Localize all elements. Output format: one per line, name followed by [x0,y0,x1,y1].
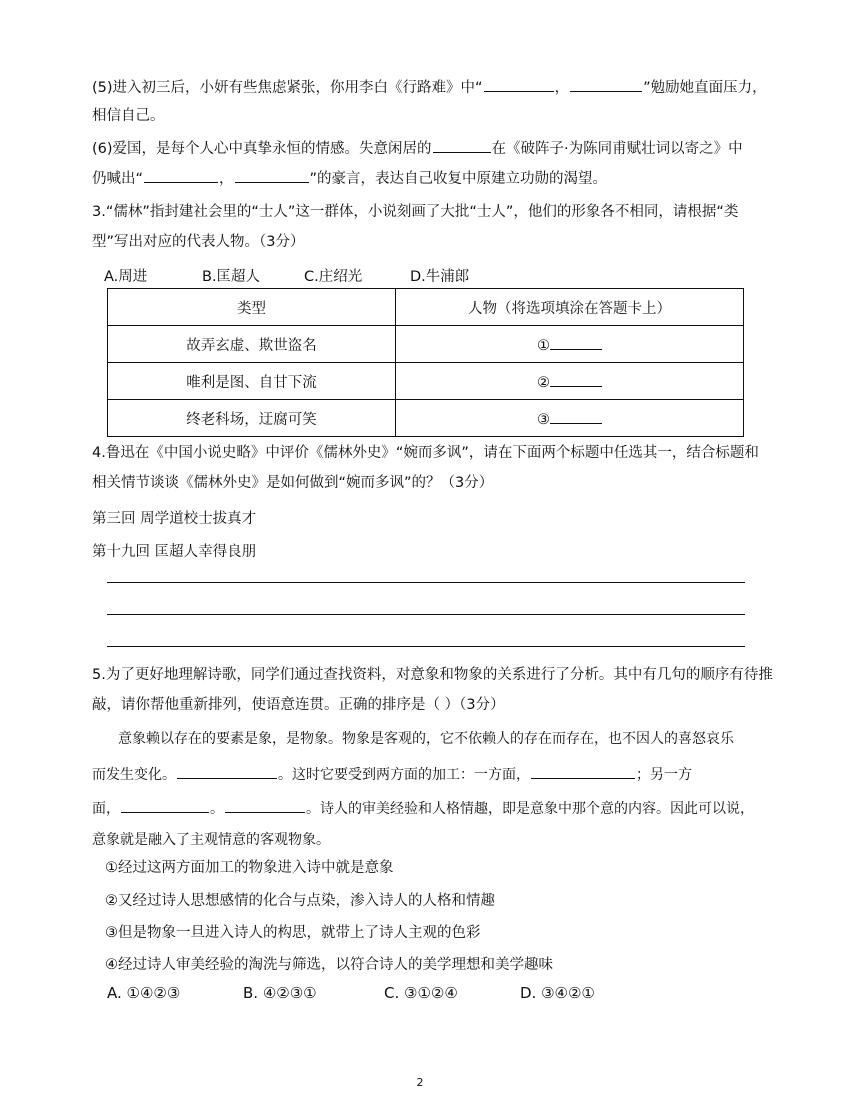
q5-blank-2[interactable] [570,76,642,92]
row-type: 故弄玄虚、欺世盗名 [108,326,396,363]
row-answer[interactable]: ③ [396,400,744,437]
sentence-item: ④经过诗人审美经验的淘洗与筛选，以符合诗人的美学理想和美学趣味 [105,957,553,973]
row-answer[interactable]: ② [396,363,744,400]
q4-line-1: 4.鲁迅在《中国小说史略》中评价《儒林外史》“婉而多讽”，请在下面两个标题中任选其一，结合标题和 [92,445,759,461]
q6-line-2: 仍喊出“ ， ”的豪言，表达自己收复中原建立功勋的渴望。 [92,167,752,190]
q5-blank-1[interactable] [484,76,554,92]
table-header-row [108,289,744,326]
answer-line[interactable] [107,646,745,647]
q5b-line-2: 敲，请你帮他重新排列，使语意连贯。正确的排序是（ ）（3分） [92,697,505,713]
q5-text-b: ”勉励她直面压力， [643,80,767,96]
choice-c[interactable]: C. ③①②④ [384,984,458,1002]
header-type: 类型 [108,289,396,326]
passage-line-4: 意象就是融入了主观情意的客观物象。 [92,832,330,848]
answer-line[interactable] [107,582,745,583]
q3-option-c: C.庄绍光 [304,269,363,285]
passage-blank-3[interactable] [121,797,209,813]
q6-line-1: (6)爱国，是每个人心中真挚永恒的情感。失意闲居的 在《破阵子·为陈同甫赋壮词以寄之》中 [92,137,752,160]
q4-title-1: 第三回 周学道校士拔真才 [92,511,257,527]
table-row [108,363,744,400]
q5b-line-1: 5.为了更好地理解诗歌，同学们通过查找资料，对意象和物象的关系进行了分析。其中有几句的顺序有待推 [92,667,773,683]
choice-a[interactable]: A. ①④②③ [107,984,181,1002]
header-person: 人物（将选项填涂在答题卡上） [396,289,744,326]
sentence-item: ①经过这两方面加工的物象进入诗中就是意象 [105,860,394,876]
answer-line[interactable] [107,614,745,615]
passage-blank-1[interactable] [177,763,277,779]
q5-line-2: 相信自己。 [92,108,165,124]
sentence-item: ②又经过诗人思想感情的化合与点染，渗入诗人的人格和情趣 [105,893,495,909]
choice-b[interactable]: B. ④②③① [243,984,317,1002]
table-row [108,400,744,437]
row-type: 唯利是图、自甘下流 [108,363,396,400]
q6-blank-author[interactable] [433,137,491,153]
q3-line-1: 3.“儒林”指封建社会里的“士人”这一群体，小说刻画了大批“士人”，他们的形象各不相同，请根据“类 [92,204,739,220]
passage-line-1: 意象赖以存在的要素是象，是物象。物象是客观的，它不依赖人的存在而存在，也不因人的喜怒哀乐 [118,731,734,747]
passage-line-3: 面， 。 。诗人的审美经验和人格情趣，即是意象中那个意的内容。因此可以说， [92,797,752,820]
table-row [108,326,744,363]
q6-blank-1[interactable] [144,167,218,183]
page-number: 2 [416,1076,424,1089]
q3-option-b: B.匡超人 [202,269,261,285]
q3-option-a: A.周进 [104,269,148,285]
q3-option-d: D.牛浦郎 [410,269,470,285]
passage-line-2: 而发生变化。 。这时它要受到两方面的加工：一方面， ；另一方 [92,763,752,786]
row-answer[interactable]: ① [396,326,744,363]
q3-line-2: 型”写出对应的代表人物。（3分） [92,234,305,250]
q4-line-2: 相关情节谈谈《儒林外史》是如何做到“婉而多讽”的？（3分） [92,475,494,491]
passage-blank-2[interactable] [531,763,635,779]
type-table [107,288,744,437]
choice-d[interactable]: D. ③④②① [520,984,595,1002]
q6-blank-2[interactable] [235,167,309,183]
passage-blank-4[interactable] [225,797,305,813]
q5-text-a: (5)进入初三后，小妍有些焦虑紧张，你用李白《行路难》中“ [92,80,483,96]
row-type: 终老科场，迂腐可笑 [108,400,396,437]
q4-title-2: 第十九回 匡超人幸得良朋 [92,544,257,560]
sentence-item: ③但是物象一旦进入诗人的构思，就带上了诗人主观的色彩 [105,925,481,941]
q5-line-1: (5)进入初三后，小妍有些焦虑紧张，你用李白《行路难》中“ ， ”勉励她直面压力， [92,76,752,99]
